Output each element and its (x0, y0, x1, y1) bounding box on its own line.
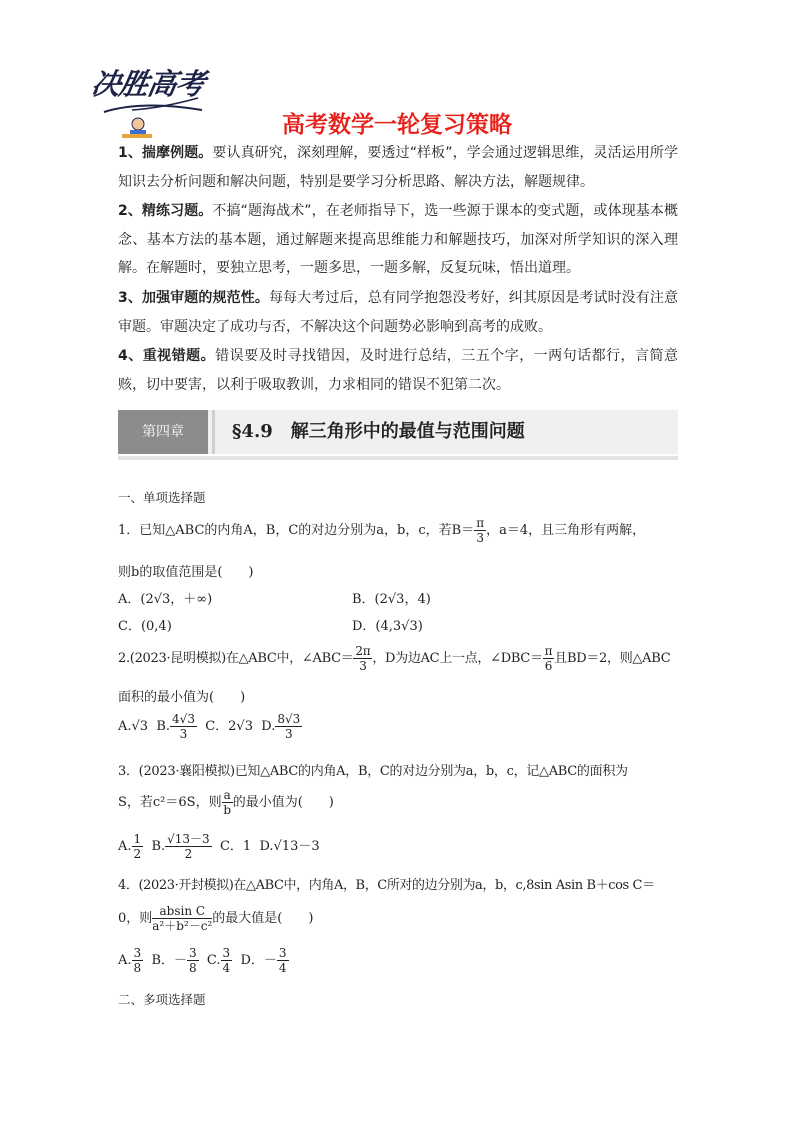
q2-option-c: C．2√3 (205, 719, 253, 734)
q2-optb-num: 4√3 (172, 712, 195, 726)
q3-option-b (165, 832, 212, 861)
q1-fraction (474, 516, 486, 545)
q4-option-b (187, 946, 199, 975)
tip-4 (118, 342, 678, 399)
q3-option-d: D.√13－3 (259, 839, 320, 854)
q1-text-b: ，a＝4，且三角形有两解， (486, 523, 646, 538)
q3-option-a-prefix: A. (118, 839, 132, 854)
q4-optb-den: 8 (189, 961, 197, 975)
q2-text-c: 且BD＝2，则△ABC (554, 651, 671, 666)
q2-f2-den: 6 (544, 659, 553, 673)
section-banner (118, 404, 678, 462)
logo-text: 决胜高考 (88, 67, 207, 101)
q4-frac-num: absin C (152, 904, 212, 919)
q1-option-d: D．(4,3√3) (352, 619, 423, 634)
q4-text-b: 的最大值是( ) (212, 911, 314, 926)
q4-line2 (118, 904, 313, 933)
q4-optd-den: 4 (278, 961, 287, 975)
q4-option-a-prefix: A. (118, 953, 132, 968)
tip-3-text: 每每大考过后，总有同学抱怨没考好，纠其原因是考试时没有注意审题。审题决定了成功与否，不解决这个问题势必影响到高考的成败。 (118, 290, 679, 335)
tip-4-label: 4、重视错题。 (118, 348, 216, 364)
q4-option-c-prefix: C. (206, 953, 221, 968)
q2-option-d-prefix: D. (261, 719, 276, 734)
q3-opta-num: 1 (133, 832, 142, 846)
q1-option-c: C．(0,4) (118, 619, 172, 634)
q3-option-a (132, 832, 144, 861)
q4-option-b-prefix: B．－ (151, 953, 187, 968)
q2-optd-num: 8√3 (277, 712, 301, 726)
banner-divider (212, 410, 215, 454)
section-title: §4.9 解三角形中的最值与范围问题 (232, 421, 525, 442)
q1-frac-den: 3 (476, 531, 484, 545)
q4-options (118, 946, 289, 975)
page-title: 高考数学一轮复习策略 (282, 112, 512, 138)
q2-f2-num: π (544, 644, 553, 658)
q3-line2 (118, 788, 334, 817)
q2-optb-den: 3 (179, 727, 188, 741)
tip-1-text: 要认真研究，深刻理解，要透过“样板”，学会通过逻辑思维，灵活运用所学知识去分析问题和解决问题，特别是要学习分析思路、解决方法，解题规律。 (118, 145, 678, 190)
q2-option-b-prefix: B. (156, 719, 171, 734)
q1-frac-num: π (476, 516, 485, 530)
tip-2-label: 2、精练习题。 (118, 203, 213, 219)
q3-frac-den: b (223, 803, 231, 817)
tip-3 (118, 284, 678, 341)
q1-line2: 则b的取值范围是( ) (118, 565, 254, 580)
q4-optc-den: 4 (222, 961, 231, 975)
q2-options (118, 712, 302, 741)
q1-option-b: B．(2√3，4) (352, 592, 431, 607)
q3-text-b: 的最小值为( ) (232, 795, 334, 810)
q2-option-b (170, 712, 197, 741)
q2-f1-num: 2π (355, 644, 371, 658)
q4-frac-den: a²＋b²－c² (152, 919, 213, 933)
q4-opta-den: 8 (133, 961, 142, 975)
chapter-label: 第四章 (118, 410, 208, 454)
q3-optb-den: 2 (184, 847, 193, 861)
q2-option-d (275, 712, 302, 741)
q3-optb-num: √13－3 (167, 832, 210, 846)
heading-single-choice: 一、单项选择题 (118, 490, 206, 505)
q2-optd-den: 3 (285, 727, 293, 741)
tip-2 (118, 197, 678, 283)
q2-text-a: 2.(2023·昆明模拟)在△ABC中，∠ABC＝ (118, 651, 354, 666)
q4-line1: 4．(2023·开封模拟)在△ABC中，内角A，B，C所对的边分别为a，b，c,8sin Asin B＋cos C＝ (118, 878, 655, 893)
q2-fraction-1 (353, 644, 372, 673)
q3-fraction (222, 788, 233, 817)
heading-multi-choice: 二、多项选择题 (118, 992, 206, 1007)
q1-option-a: A．(2√3，＋∞) (118, 592, 213, 607)
q3-line1: 3．(2023·襄阳模拟)已知△ABC的内角A，B，C的对边分别为a，b，c，记△ABC的面积为 (118, 764, 628, 779)
q3-option-b-prefix: B. (151, 839, 166, 854)
q4-optc-num: 3 (222, 946, 231, 960)
q2-f1-den: 3 (359, 659, 367, 673)
q2-fraction-2 (543, 644, 555, 673)
q1-line1 (118, 516, 645, 545)
q4-opta-num: 3 (133, 946, 142, 960)
tip-2-text: 不搞“题海战术”，在老师指导下，选一些源于课本的变式题，或体现基本概念、基本方法的基本题，通过解题来提高思维能力和解题技巧，加深对所学知识的深入理解。在解题时，要独立思考，一题多思，一题多解，反复玩味，悟出道理。 (118, 203, 678, 277)
q4-optb-num: 3 (189, 946, 197, 960)
q2-text-b: ，D为边AC上一点，∠DBC＝ (372, 651, 543, 666)
q4-option-d (277, 946, 289, 975)
q4-option-d-prefix: D．－ (240, 953, 277, 968)
q4-option-c (221, 946, 233, 975)
tip-1 (118, 139, 678, 196)
q3-option-c: C．1 (219, 839, 252, 854)
q2-line1 (118, 644, 670, 673)
q2-line2: 面积的最小值为( ) (118, 690, 246, 705)
tip-3-label: 3、加强审题的规范性。 (118, 290, 269, 306)
q3-options (118, 832, 320, 861)
q3-opta-den: 2 (133, 847, 142, 861)
banner-underline (118, 456, 678, 460)
q3-text-a: S，若c²＝6S，则 (118, 795, 222, 810)
q4-fraction (152, 904, 212, 933)
tip-4-text: 错误要及时寻找错因，及时进行总结，三五个字，一两句话都行，言简意赅，切中要害，以利于吸取教训，力求相同的错误不犯第二次。 (118, 348, 678, 393)
q3-frac-num: a (223, 788, 231, 802)
q2-option-a: A.√3 (118, 719, 149, 734)
q4-optd-num: 3 (278, 946, 287, 960)
q1-text-a: 1．已知△ABC的内角A，B，C的对边分别为a，b，c，若B＝ (118, 523, 475, 538)
q4-text-a: 0，则 (118, 911, 153, 926)
tip-1-label: 1、揣摩例题。 (118, 145, 213, 161)
q4-option-a (132, 946, 144, 975)
